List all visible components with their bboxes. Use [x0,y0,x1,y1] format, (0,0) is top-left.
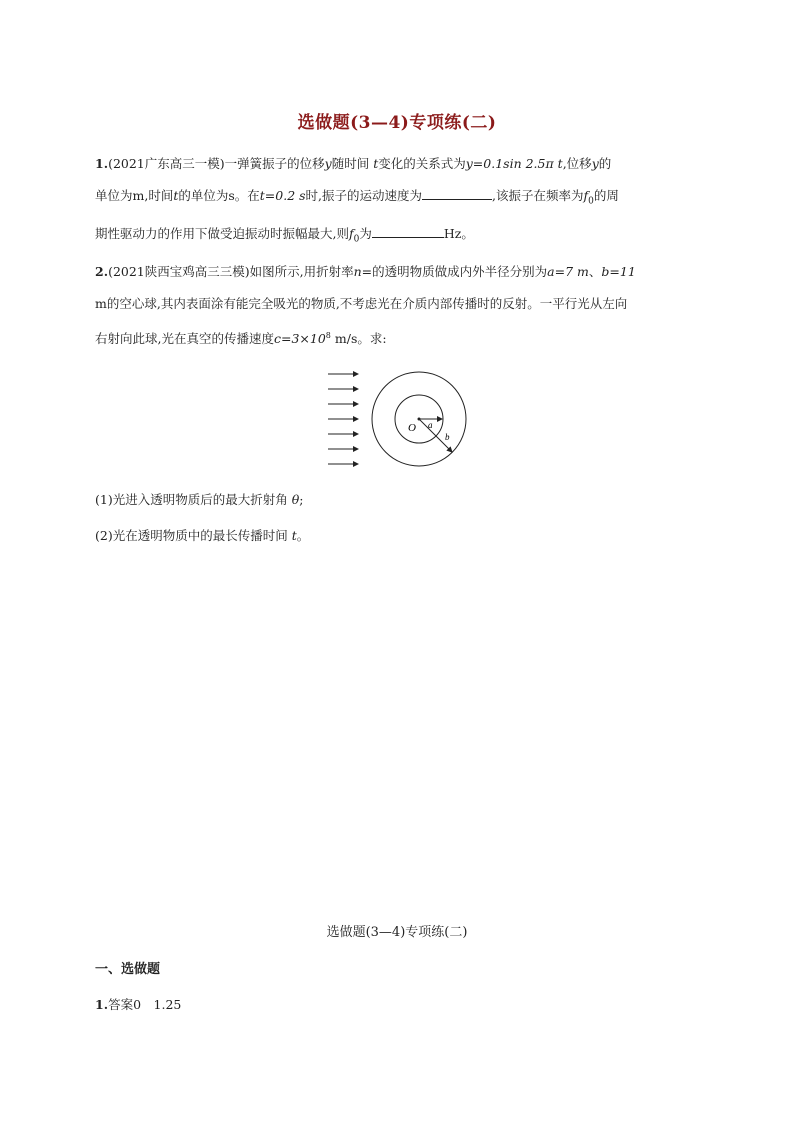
sub-question-2: (2)光在透明物质中的最长传播时间 t。 [95,528,310,543]
sub-question-1: (1)光进入透明物质后的最大折射角 θ; [95,492,304,507]
question-2 [95,256,705,355]
q2-line-3: 右射向此球,光在真空的传播速度$c=3\times 10^8$ m/s。求: [95,331,387,347]
answers-section-heading: 一、选做题 [95,962,161,977]
q2-line-1: 2.(2021陕西宝鸡高三三模)如图所示,用折射率n=的透明物质做成内外半径分别为a=7 m、b=11 [95,264,636,279]
q2-line-2: m的空心球,其内表面涂有能完全吸光的物质,不考虑光在介质内部传播时的反射。一平行光从左向 [95,296,628,311]
q2-number: 2. [95,264,109,279]
page-title: 选做题(3—4)专项练(二) [297,113,497,133]
label-o: O [408,422,416,434]
q1-line-1: 1.(2021广东高三一模)一弹簧振子的位移y随时间 t变化的关系式为y=0.1sin 2.5π t,位移y的 [95,156,612,171]
label-b: b [445,432,450,442]
q1-number: 1. [95,156,109,171]
hollow-sphere-figure [318,364,478,476]
answers-title: 选做题(3—4)专项练(二) [326,925,468,940]
answer-blank-1 [422,187,492,200]
parallel-light-rays [328,374,358,464]
answer-blank-2 [372,225,444,238]
q1-formula: y=0.1sin 2.5π t [465,156,563,171]
label-a: a [428,420,433,430]
q1-line-2: 单位为m,时间t的单位为s。在t=0.2 s时,振子的运动速度为 ,该振子在频率为$f_0$的周 [95,188,619,207]
q1-line-3: 期性驱动力的作用下做受迫振动时振幅最大,则$f_0$为 Hz。 [95,225,474,244]
answer-1: 1.答案0 1.25 [95,997,182,1012]
question-1 [95,148,705,255]
